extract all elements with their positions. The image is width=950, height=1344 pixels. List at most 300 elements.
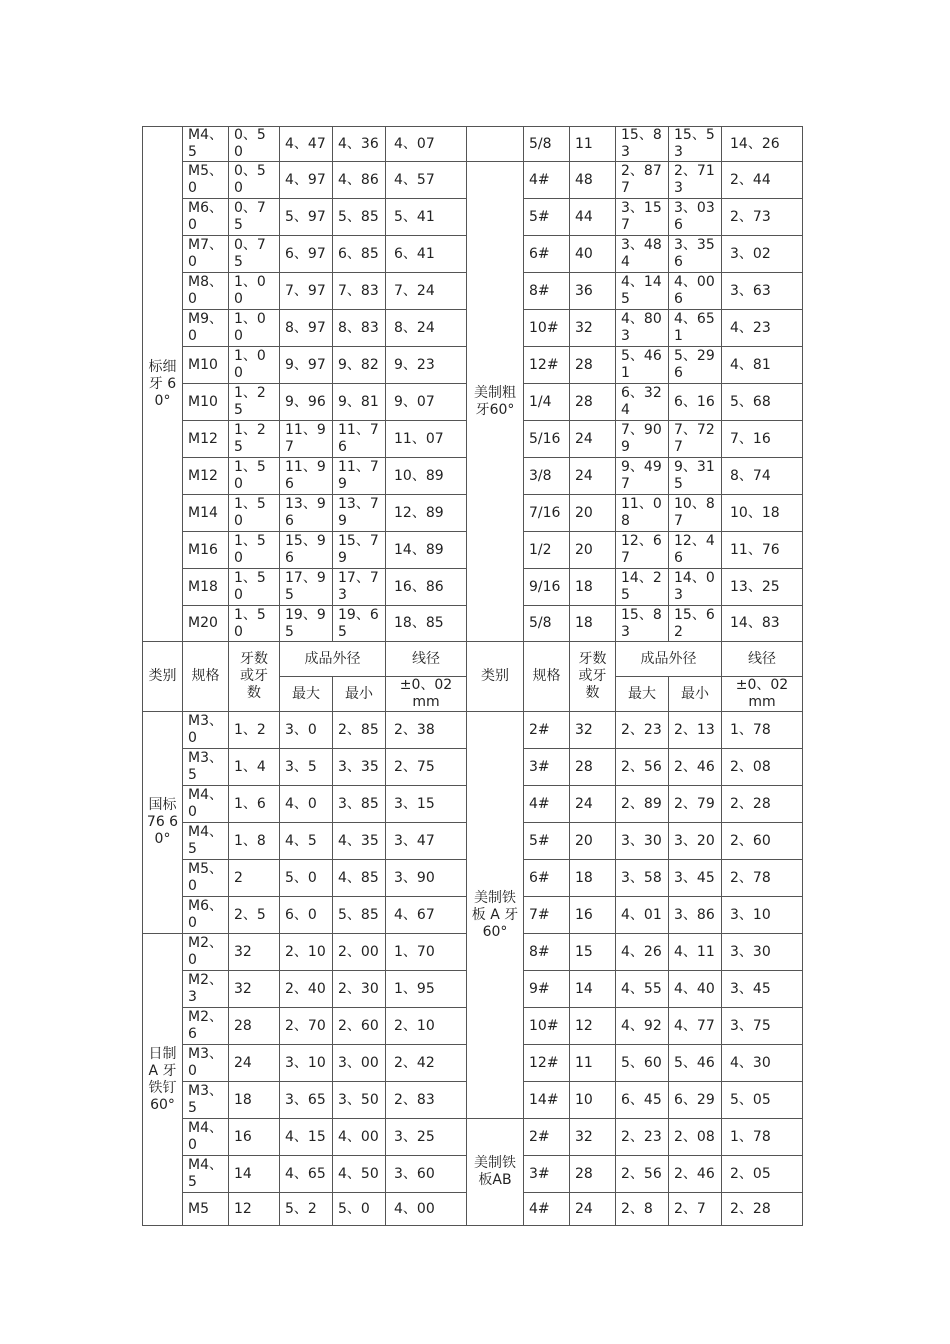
cell-left-min-dia: 4、00 <box>333 1119 386 1156</box>
cell-right-min-dia: 2、08 <box>669 1119 722 1156</box>
cell-left-wire-dia: 3、60 <box>386 1156 467 1193</box>
cell-left-min-dia: 2、30 <box>333 971 386 1008</box>
cell-right-teeth: 28 <box>570 384 616 421</box>
cell-right-max-dia: 2、8 <box>616 1193 669 1226</box>
cell-right-wire-dia: 2、08 <box>722 749 803 786</box>
cell-right-wire-dia: 4、30 <box>722 1045 803 1082</box>
cell-right-min-dia: 2、46 <box>669 1156 722 1193</box>
cell-right-max-dia: 2、23 <box>616 1119 669 1156</box>
cell-right-wire-dia: 1、78 <box>722 1119 803 1156</box>
header-wire-dia-left: 线径 <box>386 642 467 677</box>
cell-right-min-dia: 7、727 <box>669 421 722 458</box>
cell-right-max-dia: 3、58 <box>616 860 669 897</box>
cell-left-spec: M5、0 <box>183 860 229 897</box>
cell-left-wire-dia: 2、10 <box>386 1008 467 1045</box>
cell-left-teeth: 18 <box>229 1082 280 1119</box>
cell-right-teeth: 16 <box>570 897 616 934</box>
cell-right-wire-dia: 2、60 <box>722 823 803 860</box>
cell-right-teeth: 14 <box>570 971 616 1008</box>
cell-right-max-dia: 11、08 <box>616 495 669 532</box>
cell-left-teeth: 1、25 <box>229 421 280 458</box>
cell-left-spec: M4、5 <box>183 127 229 162</box>
cell-right-teeth: 28 <box>570 347 616 384</box>
cell-right-max-dia: 7、909 <box>616 421 669 458</box>
cell-right-wire-dia: 3、02 <box>722 236 803 273</box>
cell-left-teeth: 1、50 <box>229 606 280 642</box>
cell-left-min-dia: 3、85 <box>333 786 386 823</box>
cell-left-teeth: 1、50 <box>229 495 280 532</box>
cell-left-spec: M3、5 <box>183 749 229 786</box>
cell-right-teeth: 15 <box>570 934 616 971</box>
cell-right-spec: 2# <box>524 1119 570 1156</box>
cell-right-max-dia: 2、89 <box>616 786 669 823</box>
header-min-right: 最小 <box>669 677 722 712</box>
cell-left-min-dia: 4、35 <box>333 823 386 860</box>
header-teeth-left: 牙数或牙数 <box>229 642 280 712</box>
cell-left-wire-dia: 2、42 <box>386 1045 467 1082</box>
header-tolerance-left: ±0、02 mm <box>386 677 467 712</box>
cell-right-min-dia: 2、46 <box>669 749 722 786</box>
cell-left-teeth: 1、00 <box>229 273 280 310</box>
cell-left-min-dia: 5、85 <box>333 897 386 934</box>
table-row <box>143 712 803 749</box>
cell-right-teeth: 11 <box>570 1045 616 1082</box>
cell-left-wire-dia: 7、24 <box>386 273 467 310</box>
cell-left-max-dia: 19、95 <box>280 606 333 642</box>
cell-left-min-dia: 4、86 <box>333 162 386 199</box>
cell-right-wire-dia: 2、78 <box>722 860 803 897</box>
cell-right-teeth: 32 <box>570 1119 616 1156</box>
cell-left-wire-dia: 16、86 <box>386 569 467 606</box>
cell-right-max-dia: 5、461 <box>616 347 669 384</box>
cell-right-min-dia: 5、296 <box>669 347 722 384</box>
cell-right-max-dia: 12、67 <box>616 532 669 569</box>
header-row <box>143 642 803 677</box>
cell-right-wire-dia: 2、73 <box>722 199 803 236</box>
cell-left-teeth: 1、25 <box>229 384 280 421</box>
cell-right-min-dia: 4、11 <box>669 934 722 971</box>
cell-right-spec: 9/16 <box>524 569 570 606</box>
cell-left-spec: M5、0 <box>183 162 229 199</box>
cell-right-wire-dia: 2、28 <box>722 786 803 823</box>
cell-right-min-dia: 3、036 <box>669 199 722 236</box>
cell-right-max-dia: 6、45 <box>616 1082 669 1119</box>
cell-right-spec: 6# <box>524 236 570 273</box>
cell-right-spec: 6# <box>524 860 570 897</box>
cell-left-min-dia: 2、00 <box>333 934 386 971</box>
cell-right-wire-dia: 13、25 <box>722 569 803 606</box>
cell-left-spec: M12 <box>183 458 229 495</box>
cell-right-spec: 5/8 <box>524 127 570 162</box>
cell-left-min-dia: 13、79 <box>333 495 386 532</box>
table-row <box>143 1119 803 1156</box>
header-teeth-right: 牙数或牙数 <box>570 642 616 712</box>
cell-right-max-dia: 3、484 <box>616 236 669 273</box>
cell-left-max-dia: 4、97 <box>280 162 333 199</box>
cell-left-max-dia: 3、65 <box>280 1082 333 1119</box>
cell-right-max-dia: 9、497 <box>616 458 669 495</box>
cell-left-teeth: 1、50 <box>229 569 280 606</box>
header-wire-dia-right: 线径 <box>722 642 803 677</box>
cell-right-spec: 4# <box>524 162 570 199</box>
cell-left-max-dia: 11、96 <box>280 458 333 495</box>
cell-right-max-dia: 2、877 <box>616 162 669 199</box>
cell-right-spec: 5# <box>524 823 570 860</box>
cell-right-wire-dia: 5、68 <box>722 384 803 421</box>
cell-right-max-dia: 4、26 <box>616 934 669 971</box>
cell-left-min-dia: 3、35 <box>333 749 386 786</box>
cell-right-max-dia: 6、324 <box>616 384 669 421</box>
cell-right-max-dia: 4、55 <box>616 971 669 1008</box>
cell-left-wire-dia: 9、07 <box>386 384 467 421</box>
cell-right-min-dia: 2、79 <box>669 786 722 823</box>
cell-left-spec: M3、0 <box>183 1045 229 1082</box>
header-category-right: 类别 <box>467 642 524 712</box>
table-row <box>143 162 803 199</box>
cell-left-wire-dia: 4、67 <box>386 897 467 934</box>
cell-left-wire-dia: 4、00 <box>386 1193 467 1226</box>
cell-right-max-dia: 4、92 <box>616 1008 669 1045</box>
cell-left-spec: M2、6 <box>183 1008 229 1045</box>
cell-right-min-dia: 4、651 <box>669 310 722 347</box>
cell-left-teeth: 28 <box>229 1008 280 1045</box>
cell-right-spec: 10# <box>524 310 570 347</box>
cell-right-min-dia: 5、46 <box>669 1045 722 1082</box>
cell-right-teeth: 32 <box>570 310 616 347</box>
cell-right-spec: 3/8 <box>524 458 570 495</box>
cell-left-max-dia: 15、96 <box>280 532 333 569</box>
cell-left-min-dia: 6、85 <box>333 236 386 273</box>
cell-right-teeth: 44 <box>570 199 616 236</box>
cell-right-spec: 14# <box>524 1082 570 1119</box>
cell-left-min-dia: 9、81 <box>333 384 386 421</box>
header-outer-dia-right: 成品外径 <box>616 642 722 677</box>
table-header <box>143 642 803 712</box>
cell-right-spec: 5/8 <box>524 606 570 642</box>
cell-right-max-dia: 15、83 <box>616 127 669 162</box>
cell-left-teeth: 24 <box>229 1045 280 1082</box>
cell-right-teeth: 48 <box>570 162 616 199</box>
header-spec-left: 规格 <box>183 642 229 712</box>
cell-left-max-dia: 3、10 <box>280 1045 333 1082</box>
cell-left-spec: M14 <box>183 495 229 532</box>
cell-left-max-dia: 2、10 <box>280 934 333 971</box>
cell-right-teeth: 18 <box>570 860 616 897</box>
cell-left-teeth: 1、6 <box>229 786 280 823</box>
cell-left-max-dia: 11、97 <box>280 421 333 458</box>
cell-left-min-dia: 4、50 <box>333 1156 386 1193</box>
cell-left-max-dia: 4、5 <box>280 823 333 860</box>
cell-right-min-dia: 4、77 <box>669 1008 722 1045</box>
table-section-top <box>143 127 803 642</box>
cell-left-min-dia: 15、79 <box>333 532 386 569</box>
cell-right-min-dia: 10、87 <box>669 495 722 532</box>
cell-left-spec: M2、0 <box>183 934 229 971</box>
cell-left-max-dia: 7、97 <box>280 273 333 310</box>
cell-left-wire-dia: 3、47 <box>386 823 467 860</box>
cell-left-teeth: 0、50 <box>229 162 280 199</box>
cell-right-min-dia: 4、40 <box>669 971 722 1008</box>
cell-left-spec: M4、0 <box>183 1119 229 1156</box>
cell-right-max-dia: 4、145 <box>616 273 669 310</box>
cell-left-max-dia: 17、95 <box>280 569 333 606</box>
cell-left-teeth: 32 <box>229 934 280 971</box>
cell-right-wire-dia: 3、30 <box>722 934 803 971</box>
cell-right-spec: 2# <box>524 712 570 749</box>
cell-left-teeth: 1、50 <box>229 532 280 569</box>
cell-left-teeth: 1、8 <box>229 823 280 860</box>
cell-left-min-dia: 17、73 <box>333 569 386 606</box>
cell-left-spec: M3、5 <box>183 1082 229 1119</box>
cell-left-wire-dia: 18、85 <box>386 606 467 642</box>
cell-right-spec: 3# <box>524 749 570 786</box>
cell-left-wire-dia: 1、95 <box>386 971 467 1008</box>
cell-left-spec: M2、3 <box>183 971 229 1008</box>
cell-left-min-dia: 4、36 <box>333 127 386 162</box>
cell-left-wire-dia: 3、90 <box>386 860 467 897</box>
cell-right-spec: 8# <box>524 273 570 310</box>
cell-left-wire-dia: 3、25 <box>386 1119 467 1156</box>
cell-right-min-dia: 6、16 <box>669 384 722 421</box>
cell-right-max-dia: 3、30 <box>616 823 669 860</box>
cell-left-wire-dia: 3、15 <box>386 786 467 823</box>
cell-right-wire-dia: 14、83 <box>722 606 803 642</box>
cell-left-teeth: 12 <box>229 1193 280 1226</box>
cell-right-teeth: 11 <box>570 127 616 162</box>
cell-left-wire-dia: 11、07 <box>386 421 467 458</box>
cell-left-wire-dia: 2、75 <box>386 749 467 786</box>
cell-right-min-dia: 2、7 <box>669 1193 722 1226</box>
header-max-right: 最大 <box>616 677 669 712</box>
cell-right-spec: 1/2 <box>524 532 570 569</box>
cell-right-min-dia: 15、62 <box>669 606 722 642</box>
cell-right-wire-dia: 3、63 <box>722 273 803 310</box>
cell-right-spec: 9# <box>524 971 570 1008</box>
cell-left-max-dia: 5、2 <box>280 1193 333 1226</box>
cell-left-max-dia: 2、70 <box>280 1008 333 1045</box>
thread-spec-table <box>142 126 803 1226</box>
header-category-left: 类别 <box>143 642 183 712</box>
table-section-bottom <box>143 712 803 1226</box>
cell-left-teeth: 0、75 <box>229 236 280 273</box>
cell-left-wire-dia: 1、70 <box>386 934 467 971</box>
cell-right-spec: 7/16 <box>524 495 570 532</box>
cell-right-min-dia: 15、53 <box>669 127 722 162</box>
cell-right-min-dia: 14、03 <box>669 569 722 606</box>
cell-left-wire-dia: 14、89 <box>386 532 467 569</box>
cell-right-max-dia: 15、83 <box>616 606 669 642</box>
cell-left-wire-dia: 4、07 <box>386 127 467 162</box>
header-spec-right: 规格 <box>524 642 570 712</box>
cell-right-max-dia: 14、25 <box>616 569 669 606</box>
cell-left-max-dia: 3、0 <box>280 712 333 749</box>
cell-right-wire-dia: 2、28 <box>722 1193 803 1226</box>
cell-right-max-dia: 2、56 <box>616 1156 669 1193</box>
category-us-coarse: 美制粗牙60° <box>467 162 524 642</box>
cell-left-max-dia: 6、0 <box>280 897 333 934</box>
cell-right-spec: 5/16 <box>524 421 570 458</box>
table-row <box>143 127 803 162</box>
cell-right-max-dia: 3、157 <box>616 199 669 236</box>
cell-left-teeth: 2 <box>229 860 280 897</box>
cell-right-min-dia: 3、356 <box>669 236 722 273</box>
cell-left-spec: M16 <box>183 532 229 569</box>
cell-right-min-dia: 3、86 <box>669 897 722 934</box>
cell-right-wire-dia: 10、18 <box>722 495 803 532</box>
cell-right-spec: 4# <box>524 1193 570 1226</box>
cell-right-spec: 5# <box>524 199 570 236</box>
cell-right-teeth: 20 <box>570 532 616 569</box>
header-min-left: 最小 <box>333 677 386 712</box>
cell-left-spec: M4、5 <box>183 1156 229 1193</box>
cell-left-min-dia: 4、85 <box>333 860 386 897</box>
cell-right-spec: 10# <box>524 1008 570 1045</box>
cell-right-max-dia: 2、56 <box>616 749 669 786</box>
category-us-sheet-ab: 美制铁板AB <box>467 1119 524 1226</box>
cell-left-min-dia: 5、0 <box>333 1193 386 1226</box>
cell-left-max-dia: 9、97 <box>280 347 333 384</box>
cell-right-wire-dia: 4、23 <box>722 310 803 347</box>
cell-right-teeth: 24 <box>570 1193 616 1226</box>
cell-left-max-dia: 8、97 <box>280 310 333 347</box>
cell-right-wire-dia: 8、74 <box>722 458 803 495</box>
cell-left-wire-dia: 5、41 <box>386 199 467 236</box>
cell-right-spec: 8# <box>524 934 570 971</box>
cell-left-spec: M6、0 <box>183 199 229 236</box>
cell-left-min-dia: 5、85 <box>333 199 386 236</box>
cell-right-min-dia: 3、20 <box>669 823 722 860</box>
cell-left-min-dia: 9、82 <box>333 347 386 384</box>
cell-right-min-dia: 3、45 <box>669 860 722 897</box>
cell-left-wire-dia: 6、41 <box>386 236 467 273</box>
cell-left-teeth: 1、50 <box>229 458 280 495</box>
cell-right-max-dia: 2、23 <box>616 712 669 749</box>
cell-right-teeth: 20 <box>570 495 616 532</box>
cell-left-max-dia: 13、96 <box>280 495 333 532</box>
cell-right-spec: 1/4 <box>524 384 570 421</box>
cell-left-wire-dia: 8、24 <box>386 310 467 347</box>
cell-left-max-dia: 4、0 <box>280 786 333 823</box>
cell-left-max-dia: 4、15 <box>280 1119 333 1156</box>
cell-left-min-dia: 3、50 <box>333 1082 386 1119</box>
cell-right-teeth: 24 <box>570 458 616 495</box>
cell-right-spec: 4# <box>524 786 570 823</box>
cell-right-max-dia: 4、803 <box>616 310 669 347</box>
cell-right-wire-dia: 4、81 <box>722 347 803 384</box>
cell-right-spec: 12# <box>524 1045 570 1082</box>
cell-left-teeth: 32 <box>229 971 280 1008</box>
category-us-sheet-a: 美制铁板 A 牙60° <box>467 712 524 1119</box>
cell-left-teeth: 1、00 <box>229 347 280 384</box>
cell-left-teeth: 1、4 <box>229 749 280 786</box>
category-jp: 日制 A 牙铁钉 60° <box>143 934 183 1226</box>
cell-right-min-dia: 6、29 <box>669 1082 722 1119</box>
cell-right-min-dia: 2、13 <box>669 712 722 749</box>
cell-left-wire-dia: 10、89 <box>386 458 467 495</box>
cell-left-spec: M10 <box>183 347 229 384</box>
cell-right-wire-dia: 7、16 <box>722 421 803 458</box>
cell-right-wire-dia: 3、10 <box>722 897 803 934</box>
cell-right-teeth: 36 <box>570 273 616 310</box>
cell-right-wire-dia: 2、05 <box>722 1156 803 1193</box>
cell-left-min-dia: 7、83 <box>333 273 386 310</box>
cell-right-teeth: 32 <box>570 712 616 749</box>
cell-left-max-dia: 4、65 <box>280 1156 333 1193</box>
cell-left-spec: M4、5 <box>183 823 229 860</box>
header-max-left: 最大 <box>280 677 333 712</box>
cell-right-max-dia: 5、60 <box>616 1045 669 1082</box>
cell-right-spec: 7# <box>524 897 570 934</box>
cell-right-teeth: 20 <box>570 823 616 860</box>
cell-left-teeth: 0、75 <box>229 199 280 236</box>
cell-right-spec: 3# <box>524 1156 570 1193</box>
category-cell-empty <box>467 127 524 162</box>
cell-left-teeth: 1、2 <box>229 712 280 749</box>
cell-left-teeth: 16 <box>229 1119 280 1156</box>
cell-left-wire-dia: 2、83 <box>386 1082 467 1119</box>
cell-left-max-dia: 3、5 <box>280 749 333 786</box>
cell-left-spec: M20 <box>183 606 229 642</box>
cell-left-teeth: 0、50 <box>229 127 280 162</box>
cell-left-spec: M12 <box>183 421 229 458</box>
cell-left-spec: M8、0 <box>183 273 229 310</box>
cell-right-min-dia: 9、315 <box>669 458 722 495</box>
cell-right-teeth: 28 <box>570 1156 616 1193</box>
cell-left-min-dia: 3、00 <box>333 1045 386 1082</box>
cell-left-wire-dia: 9、23 <box>386 347 467 384</box>
cell-left-spec: M4、0 <box>183 786 229 823</box>
cell-right-teeth: 18 <box>570 569 616 606</box>
cell-left-min-dia: 2、60 <box>333 1008 386 1045</box>
cell-right-wire-dia: 11、76 <box>722 532 803 569</box>
cell-left-spec: M6、0 <box>183 897 229 934</box>
category-fine-metric: 标细牙 60° <box>143 127 183 642</box>
cell-right-teeth: 12 <box>570 1008 616 1045</box>
cell-left-max-dia: 9、96 <box>280 384 333 421</box>
cell-left-wire-dia: 4、57 <box>386 162 467 199</box>
cell-right-min-dia: 2、713 <box>669 162 722 199</box>
cell-right-teeth: 24 <box>570 786 616 823</box>
cell-right-wire-dia: 5、05 <box>722 1082 803 1119</box>
cell-left-min-dia: 8、83 <box>333 310 386 347</box>
cell-right-wire-dia: 14、26 <box>722 127 803 162</box>
cell-left-wire-dia: 2、38 <box>386 712 467 749</box>
cell-left-spec: M3、0 <box>183 712 229 749</box>
cell-left-spec: M10 <box>183 384 229 421</box>
cell-right-wire-dia: 2、44 <box>722 162 803 199</box>
cell-right-wire-dia: 3、75 <box>722 1008 803 1045</box>
cell-left-spec: M5 <box>183 1193 229 1226</box>
cell-left-teeth: 1、00 <box>229 310 280 347</box>
cell-right-teeth: 18 <box>570 606 616 642</box>
cell-left-max-dia: 5、0 <box>280 860 333 897</box>
cell-left-teeth: 14 <box>229 1156 280 1193</box>
cell-right-teeth: 40 <box>570 236 616 273</box>
cell-right-wire-dia: 3、45 <box>722 971 803 1008</box>
cell-right-spec: 12# <box>524 347 570 384</box>
cell-left-spec: M7、0 <box>183 236 229 273</box>
cell-left-min-dia: 11、76 <box>333 421 386 458</box>
cell-right-teeth: 28 <box>570 749 616 786</box>
cell-left-spec: M9、0 <box>183 310 229 347</box>
header-tolerance-right: ±0、02 mm <box>722 677 803 712</box>
cell-left-min-dia: 2、85 <box>333 712 386 749</box>
cell-right-wire-dia: 1、78 <box>722 712 803 749</box>
category-gb: 国标76 60° <box>143 712 183 934</box>
cell-right-teeth: 24 <box>570 421 616 458</box>
header-outer-dia-left: 成品外径 <box>280 642 386 677</box>
cell-left-min-dia: 11、79 <box>333 458 386 495</box>
